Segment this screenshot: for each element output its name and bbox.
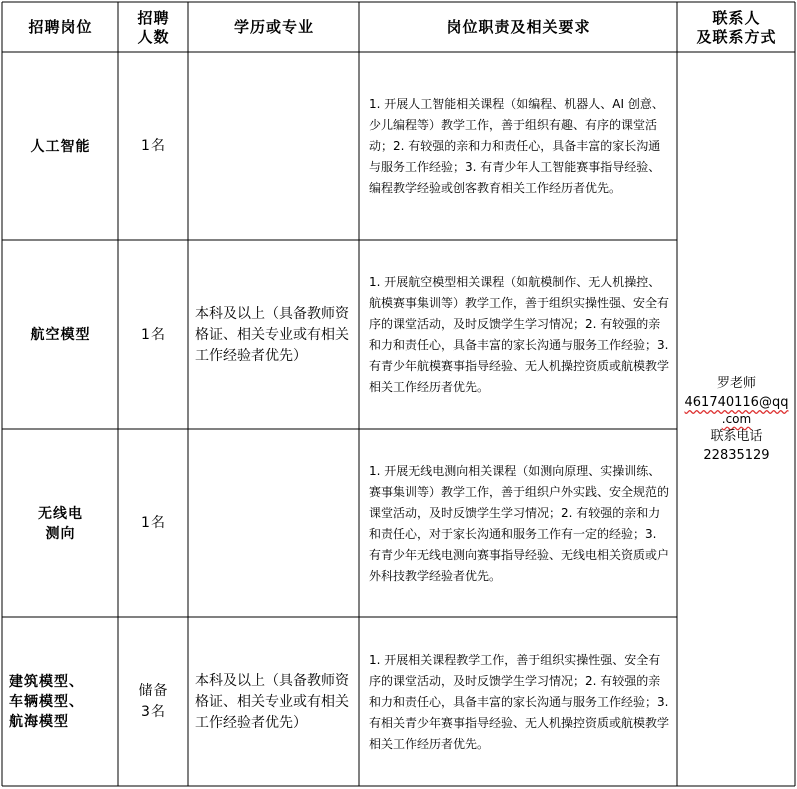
contact-cell bbox=[678, 53, 795, 786]
row-4-duties: 1. 开展相关课程教学工作，善于组织实操性强、安全有序的课堂活动，及时反馈学生学习情况；2. 有较强的亲和力和责任心，具备丰富的家长沟通与服务工作经验；3. 有相关青少年赛事指导经验、无人机操控资质或航模教学相关工作经历者优先。 bbox=[369, 652, 670, 751]
contact-email-line-2: .com bbox=[721, 412, 752, 426]
header-contact: 联系人 及联系方式 bbox=[696, 8, 777, 46]
header-education: 学历或专业 bbox=[233, 18, 314, 36]
row-2-count: 1名 bbox=[141, 326, 166, 343]
row-1-position: 人工智能 bbox=[30, 138, 91, 155]
row-3-count: 1名 bbox=[141, 515, 166, 531]
contact-name: 罗老师 bbox=[716, 376, 756, 391]
contact-phone-label: 联系电话 bbox=[710, 429, 763, 444]
row-2-duties: 1. 开展航空模型相关课程（如航模制作、无人机操控、航模赛事集训等）教学工作，善于组织实操性强、安全有序的课堂活动，及时反馈学生学习情况；2. 有较强的亲和力和责任心，具备丰富的家长沟通与服务工作经验；3. 有青少年航模赛事指导经验、无人机操控资质或航模教学相关工作经历者优先。 bbox=[369, 275, 670, 394]
row-4-position: 建筑模型、 车辆模型、 航海模型 bbox=[9, 674, 84, 730]
row-3-position: 无线电 测向 bbox=[38, 505, 83, 542]
contact-email-line-1: 461740116@qq bbox=[684, 395, 789, 410]
education-shared-rows-1-3: 本科及以上（具备教师资格证、相关专业或有相关工作经验者优先） bbox=[195, 305, 349, 364]
header-duties: 岗位职责及相关要求 bbox=[446, 18, 591, 36]
contact-phone: 22835129 bbox=[703, 448, 770, 463]
header-position: 招聘岗位 bbox=[28, 18, 93, 36]
header-count: 招聘 人数 bbox=[137, 8, 170, 46]
row-1-duties: 1. 开展人工智能相关课程（如编程、机器人、AI 创意、少儿编程等）教学工作，善于组织有趣、有序的课堂活动；2. 有较强的亲和力和责任心，具备丰富的家长沟通与服务工作经验；3. 有青少年人工智能赛事指导经验、编程教学经验或创客教育相关工作经历者优先。 bbox=[369, 97, 664, 195]
row-3-duties: 1. 开展无线电测向相关课程（如测向原理、实操训练、赛事集训等）教学工作，善于组织户外实践、安全规范的课堂活动，及时反馈学生学习情况；2. 有较强的亲和力和责任心，对于家长沟通和服务工作有一定的经验；3. 有青少年无线电测向赛事指导经验、无线电相关资质或户外科技教学经验者优先。 bbox=[369, 463, 670, 583]
row-4-education: 本科及以上（具备教师资格证、相关专业或有相关工作经验者优先） bbox=[195, 672, 349, 731]
row-4-count: 储备 3名 bbox=[138, 683, 169, 720]
row-2-position: 航空模型 bbox=[30, 327, 91, 343]
row-1-count: 1名 bbox=[141, 138, 166, 154]
